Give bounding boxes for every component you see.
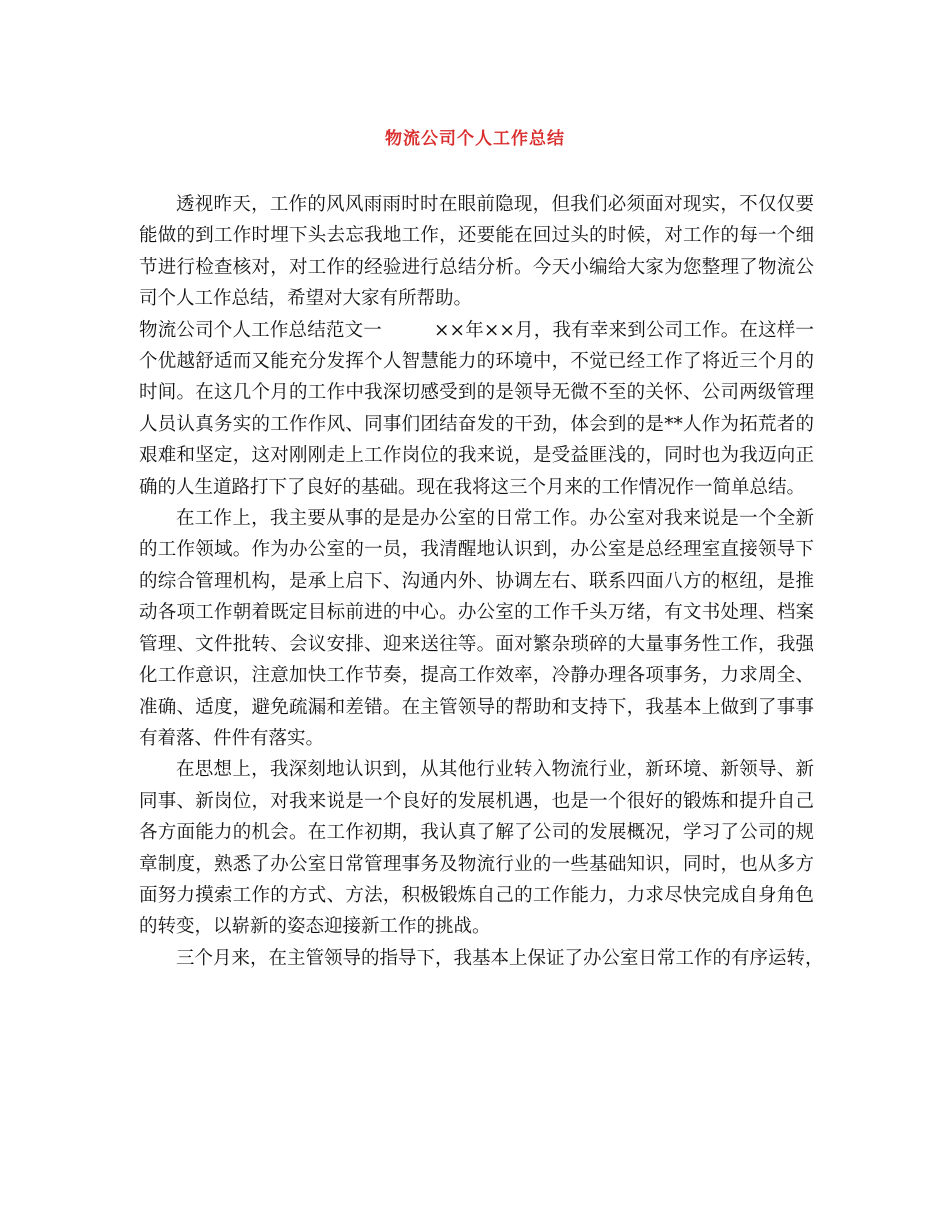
intro-paragraph: 透视昨天，工作的风风雨雨时时在眼前隐现，但我们必须面对现实，不仅仅要能做的到工作时埋下头去忘我地工作，还要能在回过头的时候，对工作的每一个细节进行检查核对，对工作的经验进行总结分析。今天小编给大家为您整理了物流公司个人工作总结，希望对大家有所帮助。 <box>139 194 814 310</box>
section-text: ××年××月，我有幸来到公司工作。在这样一个优越舒适而又能充分发挥个人智慧能力的环境中，不觉已经工作了将近三个月的时间。在这几个月的工作中我深切感受到的是领导无微不至的关怀、公司两级管理人员认真务实的工作作风、同事们团结奋发的干劲，体会到的是**人作为拓荒者的艰难和坚定，这对刚刚走上工作岗位的我来说，是受益匪浅的，同时也为我迈向正确的人生道路打下了良好的基础。现在我将这三个月来的工作情况作一简单总结。 <box>139 319 814 498</box>
summary-paragraph: 三个月来，在主管领导的指导下，我基本上保证了办公室日常工作的有序运转， <box>176 947 824 969</box>
document-title: 物流公司个人工作总结 <box>385 129 565 149</box>
section-paragraph <box>139 315 814 503</box>
thought-paragraph: 在思想上，我深刻地认识到，从其他行业转入物流行业，新环境、新领导、新同事、新岗位，对我来说是一个良好的发展机遇，也是一个很好的锻炼和提升自己各方面能力的机会。在工作初期，我认真了解了公司的发展概况，学习了公司的规章制度，熟悉了办公室日常管理事务及物流行业的一些基础知识，同时，也从多方面努力摸索工作的方式、方法，积极锻炼自己的工作能力，力求尽快完成自身角色的转变，以崭新的姿态迎接新工作的挑战。 <box>139 759 814 938</box>
document-body <box>139 189 824 974</box>
section-heading: 物流公司个人工作总结范文一 <box>139 319 383 341</box>
work-paragraph: 在工作上，我主要从事的是是办公室的日常工作。办公室对我来说是一个全新的工作领域。作为办公室的一员，我清醒地认识到，办公室是总经理室直接领导下的综合管理机构，是承上启下、沟通内外、协调左右、联系四面八方的枢纽，是推动各项工作朝着既定目标前进的中心。办公室的工作千头万绪，有文书处理、档案管理、文件批转、会议安排、迎来送往等。面对繁杂琐碎的大量事务性工作，我强化工作意识，注意加快工作节奏，提高工作效率，冷静办理各项事务，力求周全、准确、适度，避免疏漏和差错。在主管领导的帮助和支持下，我基本上做到了事事有着落、件件有落实。 <box>139 508 814 749</box>
